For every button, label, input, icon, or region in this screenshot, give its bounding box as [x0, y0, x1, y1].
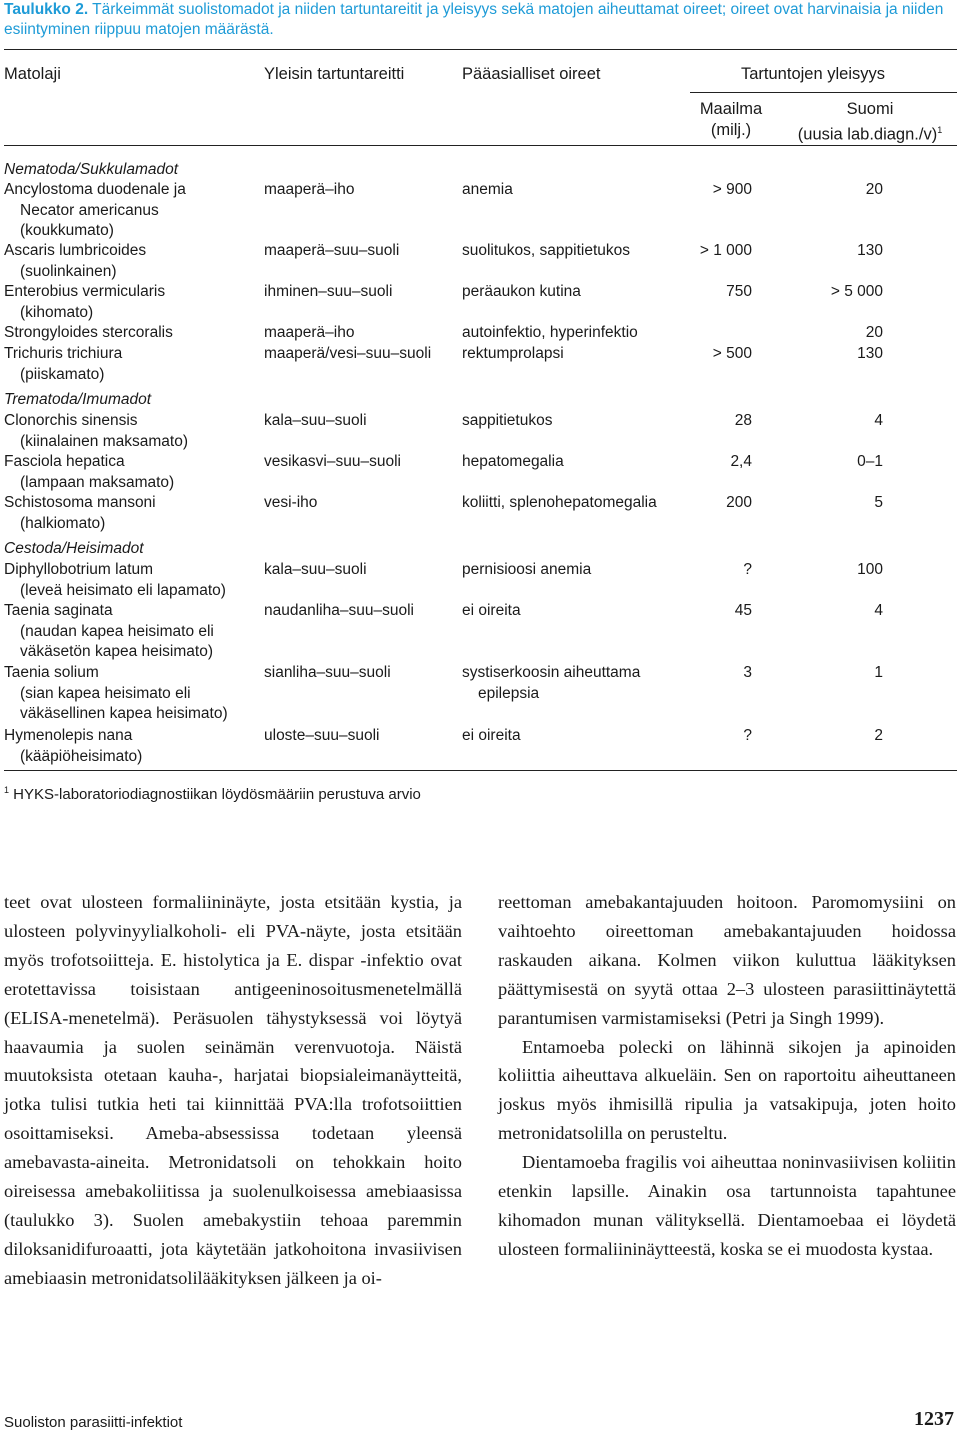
- row-finland: 130: [857, 242, 883, 259]
- row-world: 200: [726, 494, 752, 511]
- table-caption-text: Tärkeimmät suolistomadot ja niiden tartuntareitit ja yleisyys sekä matojen aiheuttamat oireet; oireet ovat harvinaisia ja niiden esiintyminen riippuu matojen määrästä.: [4, 1, 944, 38]
- row-species: Taenia saginata (naudan kapea heisimato eli väkäsetön kapea heisimato): [4, 602, 214, 660]
- row-route: kala–suu–suoli: [264, 412, 367, 429]
- row-world: 45: [734, 602, 752, 619]
- row-species: Clonorchis sinensis (kiinalainen maksamato): [4, 412, 188, 450]
- table-bottom-rule: [4, 770, 957, 771]
- row-symptoms: hepatomegalia: [462, 453, 564, 470]
- row-finland: 1: [874, 664, 883, 681]
- row-species: Hymenolepis nana (kääpiöheisimato): [4, 727, 143, 765]
- row-route: maaperä–iho: [264, 324, 355, 341]
- table-footnote: [4, 785, 421, 803]
- row-species: Diphyllobotrium latum (leveä heisimato eli lapamato): [4, 561, 226, 599]
- body-column-left: [4, 888, 462, 1293]
- body-paragraph: Entamoeba polecki on lähinnä sikojen ja apinoiden koliittia aiheuttava alkueläin. Sen on raportoitu aiheuttaneen joskus myös ihmisillä ripulia ja vatsakipuja, joten hoito metronidatsolilla on perusteltu.: [498, 1036, 956, 1144]
- row-species: Strongyloides stercoralis: [4, 324, 173, 341]
- body-paragraph: reettoman amebakantajuuden hoitoon. Paromomysiini on vaihtoehto oireettoman amebakantajuuden hoidossa raskauden aikana. Kolmen viikon kuluttua lääkityksen päättymisestä on syytä ottaa 2–3 ulosteen parasiittinäytettä parantumisen varmistamiseksi (Petri ja Singh 1999).: [498, 892, 956, 1028]
- row-route: maaperä/vesi–suu–suoli: [264, 345, 432, 362]
- prevalence-header-rule: [690, 92, 957, 93]
- row-finland: 4: [874, 602, 883, 619]
- row-world: ?: [743, 561, 752, 578]
- row-finland: 4: [874, 412, 883, 429]
- row-species: Fasciola hepatica (lampaan maksamato): [4, 453, 175, 491]
- row-finland: > 5 000: [830, 283, 883, 300]
- row-route: sianliha–suu–suoli: [264, 664, 391, 681]
- row-route: kala–suu–suoli: [264, 561, 367, 578]
- footnote-mark: 1: [4, 785, 10, 795]
- body-paragraph: teet ovat ulosteen formaliininäyte, josta etsitään kystia, ja ulosteen polyvinyylialkoholi- eli PVA-näyte, josta etsitään myös trofotsoiitteja. E. histolytica ja E. dispar -infektio ovat erotettavissa toisistaan antigeeninosoitusmenetelmällä (ELISA-menetelmä). Peräsuolen tähystyksessä voi löytyä haavaumia ja suolen seinämän verenvuotoja. Näistä muutoksista otetaan kauha-, harjatai biopsialeimanäytteitä, jotka tulisi tutkia heti tai kiinnittää PVA:lla trofotsoiittien osoittamiseksi. Ameba-absessissa todetaan yleensä amebavasta-aineita. Metronidatsoli on tehokkain hoito oireisessa amebakoliitissa ja suolenulkoisessa amebiaasissa (taulukko 3). Suolen amebakystiin tehoaa paremmin diloksanidifuroaatti, jota käytetään jatkohoitona invasiivisen amebiaasin metronidatsolilääkityksen jälkeen ja oi-: [4, 892, 462, 1288]
- row-species: Ascaris lumbricoides (suolinkainen): [4, 242, 147, 280]
- row-world: 3: [743, 664, 752, 681]
- row-symptoms: autoinfektio, hyperinfektio: [462, 324, 638, 341]
- row-route: vesikasvi–suu–suoli: [264, 453, 401, 470]
- row-symptoms: systiserkoosin aiheuttama epilepsia: [462, 664, 641, 702]
- header-symptoms: Pääasialliset oireet: [462, 65, 601, 83]
- row-species: Schistosoma mansoni (halkiomato): [4, 494, 156, 532]
- row-world: > 500: [712, 345, 752, 362]
- row-route: uloste–suu–suoli: [264, 727, 380, 744]
- row-symptoms: anemia: [462, 181, 513, 198]
- row-world: 28: [734, 412, 752, 429]
- row-symptoms: suolitukos, sappitietukos: [462, 242, 631, 259]
- row-finland: 5: [874, 494, 883, 511]
- header-finland: Suomi (uusia lab.diagn./v)$^1$: [797, 100, 943, 144]
- row-finland: 20: [865, 181, 883, 198]
- body-column-right: [498, 888, 956, 1264]
- row-route: maaperä–suu–suoli: [264, 242, 400, 259]
- body-paragraph: Dientamoeba fragilis voi aiheuttaa noninvasiivisen koliitin etenkin lapsille. Ainakin osa tartunnoista tapahtunee kihomadon munan välityksellä. Dientamoebaa ei löydetä ulosteen formaliininäytteestä, koska se ei muodosta kystaa.: [498, 1152, 956, 1259]
- row-world: 2,4: [730, 453, 752, 470]
- row-species: Trichuris trichiura (piiskamato): [4, 345, 123, 383]
- row-finland: 20: [865, 324, 883, 341]
- row-finland: 100: [857, 561, 883, 578]
- table-caption-label: Taulukko 2.: [4, 1, 89, 18]
- row-route: vesi-iho: [264, 494, 318, 511]
- page-number: 1237: [914, 1408, 954, 1430]
- row-symptoms: sappitietukos: [462, 412, 553, 429]
- table-caption: [4, 0, 954, 40]
- row-species: Enterobius vermicularis (kihomato): [4, 283, 166, 321]
- row-species: Ancylostoma duodenale ja Necator americanus (koukkumato): [4, 181, 186, 239]
- header-route: Yleisin tartuntareitti: [264, 65, 405, 83]
- row-symptoms: pernisioosi anemia: [462, 561, 592, 578]
- row-route: maaperä–iho: [264, 181, 355, 198]
- row-world: 750: [726, 283, 752, 300]
- row-world: > 1 000: [699, 242, 752, 259]
- row-finland: 0–1: [857, 453, 883, 470]
- header-prevalence: Tartuntojen yleisyys: [741, 65, 885, 83]
- row-route: ihminen–suu–suoli: [264, 283, 393, 300]
- row-symptoms: peräaukon kutina: [462, 283, 581, 300]
- section-nematoda: Nematoda/Sukkulamadot: [4, 161, 179, 178]
- header-world: Maailma (milj.): [699, 100, 763, 139]
- row-symptoms: koliitti, splenohepatomegalia: [462, 494, 657, 511]
- row-world: > 900: [712, 181, 752, 198]
- section-cestoda: Cestoda/Heisimadot: [4, 540, 144, 557]
- row-finland: 130: [857, 345, 883, 362]
- header-species: Matolaji: [4, 65, 61, 83]
- row-symptoms: rektumprolapsi: [462, 345, 564, 362]
- row-species: Taenia solium (sian kapea heisimato eli väkäsellinen kapea heisimato): [4, 664, 228, 722]
- row-route: naudanliha–suu–suoli: [264, 602, 414, 619]
- section-trematoda: Trematoda/Imumadot: [4, 391, 152, 408]
- row-world: ?: [743, 727, 752, 744]
- row-symptoms: ei oireita: [462, 727, 521, 744]
- footnote-text: HYKS-laboratoriodiagnostiikan löydösmääriin perustuva arvio: [9, 786, 421, 803]
- table-top-rule: [4, 49, 957, 50]
- row-finland: 2: [874, 727, 883, 744]
- running-footer-title: Suoliston parasiitti-infektiot: [4, 1414, 183, 1431]
- row-symptoms: ei oireita: [462, 602, 521, 619]
